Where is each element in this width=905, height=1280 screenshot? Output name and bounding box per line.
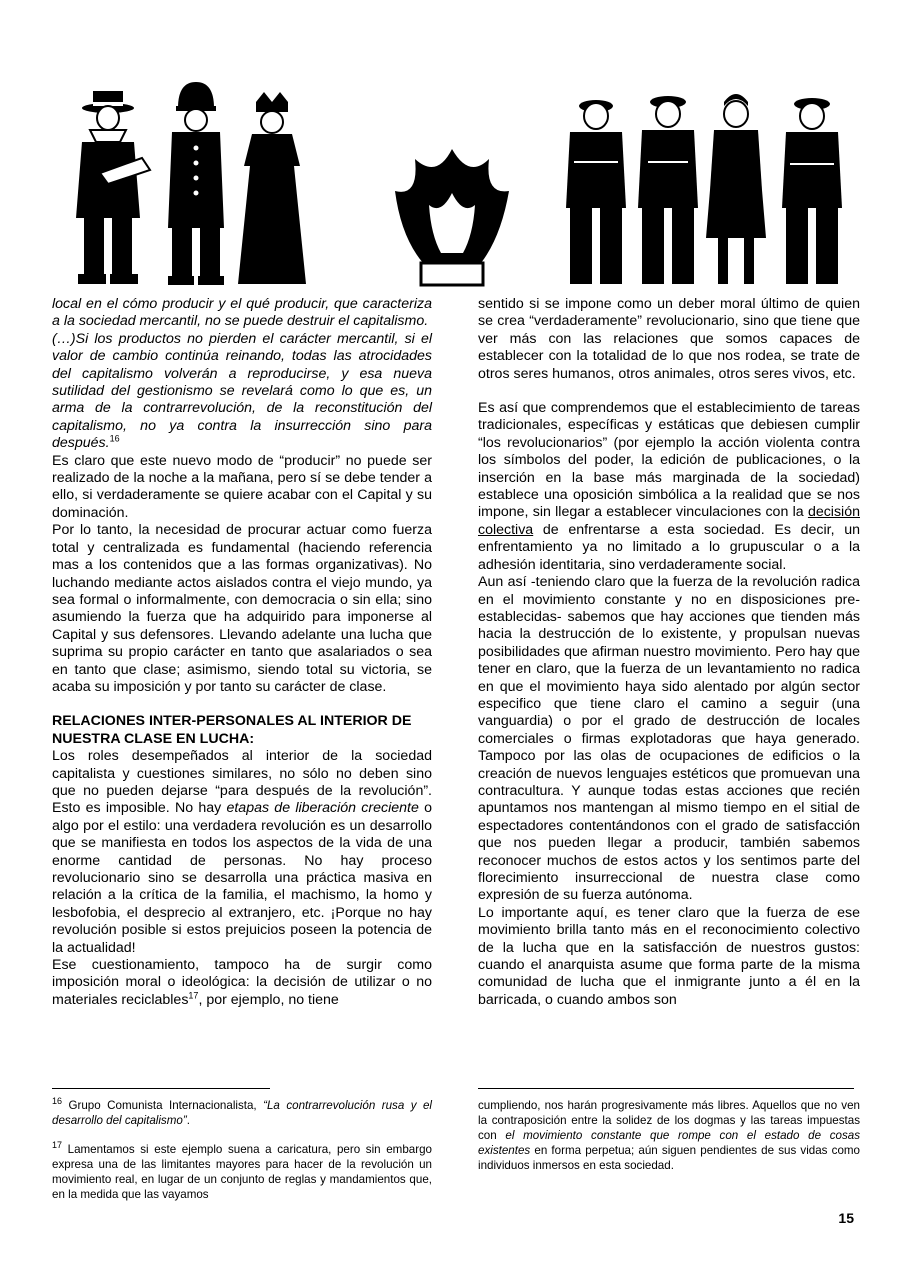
worker-woman-figure-icon bbox=[706, 94, 766, 284]
body-paragraph: Es así que comprendemos que el establecimiento de tareas tradicionales, específicas y estáticas que debiesen cumplir “los revolucionarios” (por ejemplo la acción violenta contra los símbolos del poder, la edición de publicaciones, o la inserción en la base más marginada de la sociedad) establece una oposición simbólica a la realidad que se nos impone, sin llegar a establecer vinculaciones con la decisión colectiva de enfrentarse a esta sociedad. Es decir, un enfrentamiento ya no limitado a lo grupuscular o a la adhesión identitaria, sino verdaderamente social. bbox=[478, 400, 860, 573]
worker-figure-icon bbox=[782, 98, 842, 284]
worker-figure-icon bbox=[566, 100, 626, 284]
section-heading: RELACIONES INTER-PERSONALES AL INTERIOR DE NUESTRA CLASE EN LUCHA: bbox=[52, 713, 412, 747]
footnotes-right bbox=[478, 1098, 860, 1173]
left-column bbox=[52, 296, 432, 1009]
right-column bbox=[478, 296, 860, 1009]
footnote-separator-right bbox=[478, 1088, 854, 1089]
footnote-ref-17[interactable]: 17 bbox=[188, 990, 199, 1001]
footnote-17-continued: cumpliendo, nos harán progresivamente más libres. Aquellos que no ven la contraposición entre la solidez de los dogmas y las tareas impuestas con el movimiento constante que rompe con el estado de cosas existentes en forma perpetua; aún siguen pendientes de sus vidas como individuos inmersos en esta sociedad. bbox=[478, 1099, 860, 1172]
footnote-separator-left bbox=[52, 1088, 270, 1089]
body-paragraph: Lo importante aquí, es tener claro que la fuerza de ese movimiento brilla tanto más en el reconocimiento colectivo de la lucha que en la satisfacción de nuestros gustos: cuando el anarquista asume que forma parte de la misma comunidad de lucha que el inmigrante junto a él en la barricada, o cuando ambos son bbox=[478, 904, 860, 1008]
flame-emblem-illustration bbox=[385, 145, 520, 295]
body-paragraph: Los roles desempeñados al interior de la sociedad capitalista y cuestiones similares, no sólo no deben sino que no pueden dejarse “para después de la revolución”. Esto es imposible. No hay etapas de liberación creciente o algo por el estilo: una verdadera revolución es un desarrollo que se manifiesta en todos los aspectos de la vida de una enorme cantidad de personas. No hay proceso revolucionario sino se desarrolla una práctica masiva en relación a la crítica de la familia, el machismo, la homo y lesbofobia, el desprecio al extranjero, etc. ¡Porque no hay revolución posible si estos prejuicios poseen la potencia de la actualidad! bbox=[52, 748, 433, 956]
body-paragraph: Aun así -teniendo claro que la fuerza de la revolución radica en el movimiento constante y no en disposiciones pre-establecidas- sabemos que hay acciones que tienden más hacia la destrucción de lo existente, y propulsan nuevas posibilidades que afirman nuestro movimiento. Pero hay que tener en claro, que la fuerza de un levantamiento no radica en que el movimiento haya sido alentado por algún sector especifico que tiene claro el camino a seguir (una vanguardia) o por el grado de destrucción de locales comerciales o firmas explotadoras que haya generado. Tampoco por las olas de ocupaciones de edificios o la creación de nuevos lenguajes estéticos que promuevan una contracultura. Y aunque todas estas acciones que recién apuntamos nos mantengan al mismo tiempo en el sitial de espectadores contentándonos con el grado de satisfacción que nos pueden llegar a producir, también sabemos reconocer muchos de estos actos y los sentimos parte del florecimiento insurreccional de nuestra clase como expresión de su fuerza autónoma. bbox=[478, 574, 860, 904]
footnote-17: $^{17}$ Lamentamos si este ejemplo suena a caricatura, pero sin embargo expresa una de las limitantes mayores para hacer de la revolución un movimiento real, en lugar de un conjunto de reglas y mandamientos que, en la medida que las vayamos bbox=[52, 1140, 432, 1201]
footnote-16: $^{16}$ Grupo Comunista Internacionalista, “La contrarrevolución rusa y el desarrollo del capitalismo”. bbox=[52, 1096, 432, 1127]
flame-emblem-icon bbox=[395, 149, 509, 285]
left-figures-illustration bbox=[60, 78, 320, 292]
body-paragraph: Ese cuestionamiento, tampoco ha de surgir como imposición moral o ideológica: la decisión de utilizar o no materiales reciclables$^{17}$, por ejemplo, no tiene bbox=[52, 957, 432, 1008]
nun-figure-icon bbox=[238, 92, 306, 284]
right-figures-illustration bbox=[560, 78, 850, 292]
body-paragraph: sentido si se impone como un deber moral último de quien se crea “verdaderamente” revolucionario, sino que tiene que ver más con las relaciones que somos capaces de establecer con la totalidad de lo que nos rodea, se trate de otros seres humanos, otros animales, otros seres vivos, etc. bbox=[478, 296, 860, 382]
police-officer-figure-icon bbox=[168, 82, 224, 285]
quote-fragment: local en el cómo producir y el qué producir, que caracteriza a la sociedad mercantil, no se puede destruir el capitalismo. bbox=[52, 296, 432, 330]
page-number: 15 bbox=[838, 1210, 854, 1226]
worker-figure-icon bbox=[638, 96, 698, 284]
footnote-ref-16[interactable]: 16 bbox=[109, 433, 120, 444]
quote-paragraph: (…)Si los productos no pierden el carácter mercantil, si el valor de cambio continúa reinando, todas las atrocidades del capitalismo volverán a reproducirse, y esa nueva sutilidad del gestionismo se revelará como lo que es, un arma de la contrarrevolución, de la reconstitución del capitalismo, no ya contra la insurrección sino para después.$^{16}$ bbox=[52, 330, 432, 452]
body-paragraph: Por lo tanto, la necesidad de procurar actuar como fuerza total y centralizada es fundamental (haciendo referencia mas a los contenidos que a las formas organizativas). No luchando mediante actos aislados contra el viejo mundo, ya sea formal o informalmente, con democracia o sin ella; sino asumiendo la fuerza que ha adquirido para imponerse al Capital y sus defensores. Llevando adelante una lucha que suprima su propio carácter en tanto que asalariados o sea en tanto que clase; asimismo, siendo total su victoria, se acaba su imposición y por tanto su carácter de clase. bbox=[52, 522, 432, 695]
footnotes-left bbox=[52, 1098, 432, 1202]
puritan-figure-icon bbox=[76, 91, 150, 284]
body-paragraph: Es claro que este nuevo modo de “producir” no puede ser realizado de la noche a la mañana, pero sí se debe tender a ello, si verdaderamente se quiere acabar con el Capital y su dominación. bbox=[52, 452, 432, 521]
